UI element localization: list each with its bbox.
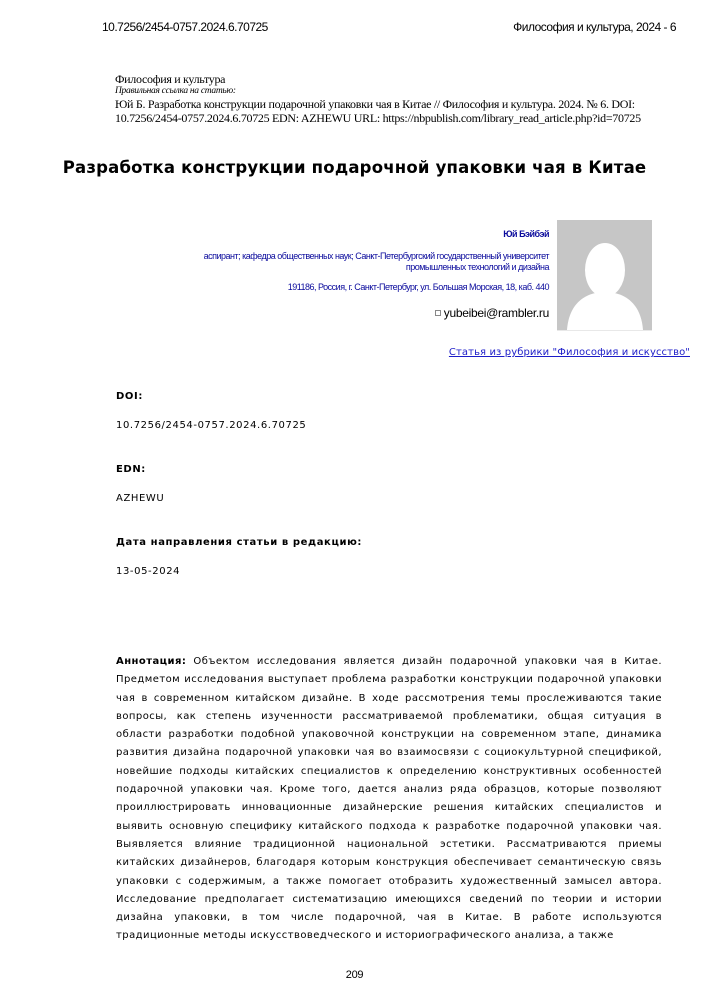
rubric-link[interactable]: Статья из рубрики "Философия и искусство": [448, 347, 690, 358]
page-number: 209: [345, 969, 364, 981]
author-photo-placeholder: [557, 220, 652, 331]
abstract-text: Объектом исследования является дизайн подарочной упаковки чая в Китае. Предметом исследования выступает проблема разработки конструкции подарочной упаковки чая в современном китайском дизайне. В ходе рассмотрения темы прослеживаются такие вопросы, как степень изученности рассматриваемой проблематики, общая ситуация в области разработки подобной упаковочной конструкции на современном этапе, динамика развития дизайна подарочной упаковки чая во взаимосвязи с социокультурной спецификой, новейшие подходы китайских специалистов к определению конструктивных особенностей подарочной упаковки чая. Кроме того, дается анализ ряда образцов, которые позволяют проиллюстрировать инновационные дизайнерские решения китайских специалистов и выявить основную специфику китайского подхода к разработке подарочной упаковки чая. Выявляется влияние традиционной национальной эстетики. Рассматриваются приемы китайских дизайнеров, благодаря которым конструкция обеспечивает семантическую связь упаковки с содержимым, а также помогает отобразить художественный замысел автора. Исследование предполагает систематизацию имеющихся сведений по теории и истории дизайна упаковки, в том числе подарочной, чая в Китае. В работе используются традиционные методы искусствоведческого и историографического анализа, а также: [116, 656, 662, 942]
citation-line-1: Юй Б. Разработка конструкции подарочной упаковки чая в Китае // Философия и культура. 2024. № 6. DOI:: [115, 97, 635, 111]
edn-label: EDN:: [116, 464, 146, 475]
author-affiliation: [149, 251, 549, 273]
citation-journal: Философия и культура: [115, 72, 226, 86]
citation-block: [115, 72, 655, 125]
email-icon: [435, 310, 441, 316]
citation-label: Правильная ссылка на статью:: [115, 86, 236, 96]
edn-value: AZHEWU: [116, 493, 165, 504]
submission-date-value: 13-05-2024: [116, 566, 181, 577]
doi-label: DOI:: [116, 391, 143, 402]
abstract: [116, 653, 662, 946]
author-affiliation-line-2: промышленных технологий и дизайна: [405, 262, 549, 272]
running-header-doi: 10.7256/2454-0757.2024.6.70725: [102, 20, 268, 34]
user-silhouette-icon: [557, 220, 652, 330]
running-header-journal: Философия и культура, 2024 - 6: [513, 20, 676, 34]
doi-value: 10.7256/2454-0757.2024.6.70725: [116, 420, 307, 431]
article-title: Разработка конструкции подарочной упаковки чая в Китае: [62, 158, 647, 177]
abstract-label: Аннотация:: [116, 656, 187, 667]
submission-date-label: Дата направления статьи в редакцию:: [116, 537, 362, 548]
author-name: Юй Бэйбэй: [503, 229, 549, 239]
author-affiliation-line-1: аспирант; кафедра общественных наук; Санкт-Петербургский государственный университет: [203, 251, 549, 261]
author-email-text[interactable]: yubeibei@rambler.ru: [443, 306, 549, 320]
author-address: 191186, Россия, г. Санкт-Петербург, ул. Большая Морская, 18, каб. 440: [287, 282, 549, 292]
citation-line-2: 10.7256/2454-0757.2024.6.70725 EDN: AZHEWU URL: https://nbpublish.com/library_read_article.php?id=70725: [115, 111, 641, 125]
author-email[interactable]: [149, 306, 549, 320]
